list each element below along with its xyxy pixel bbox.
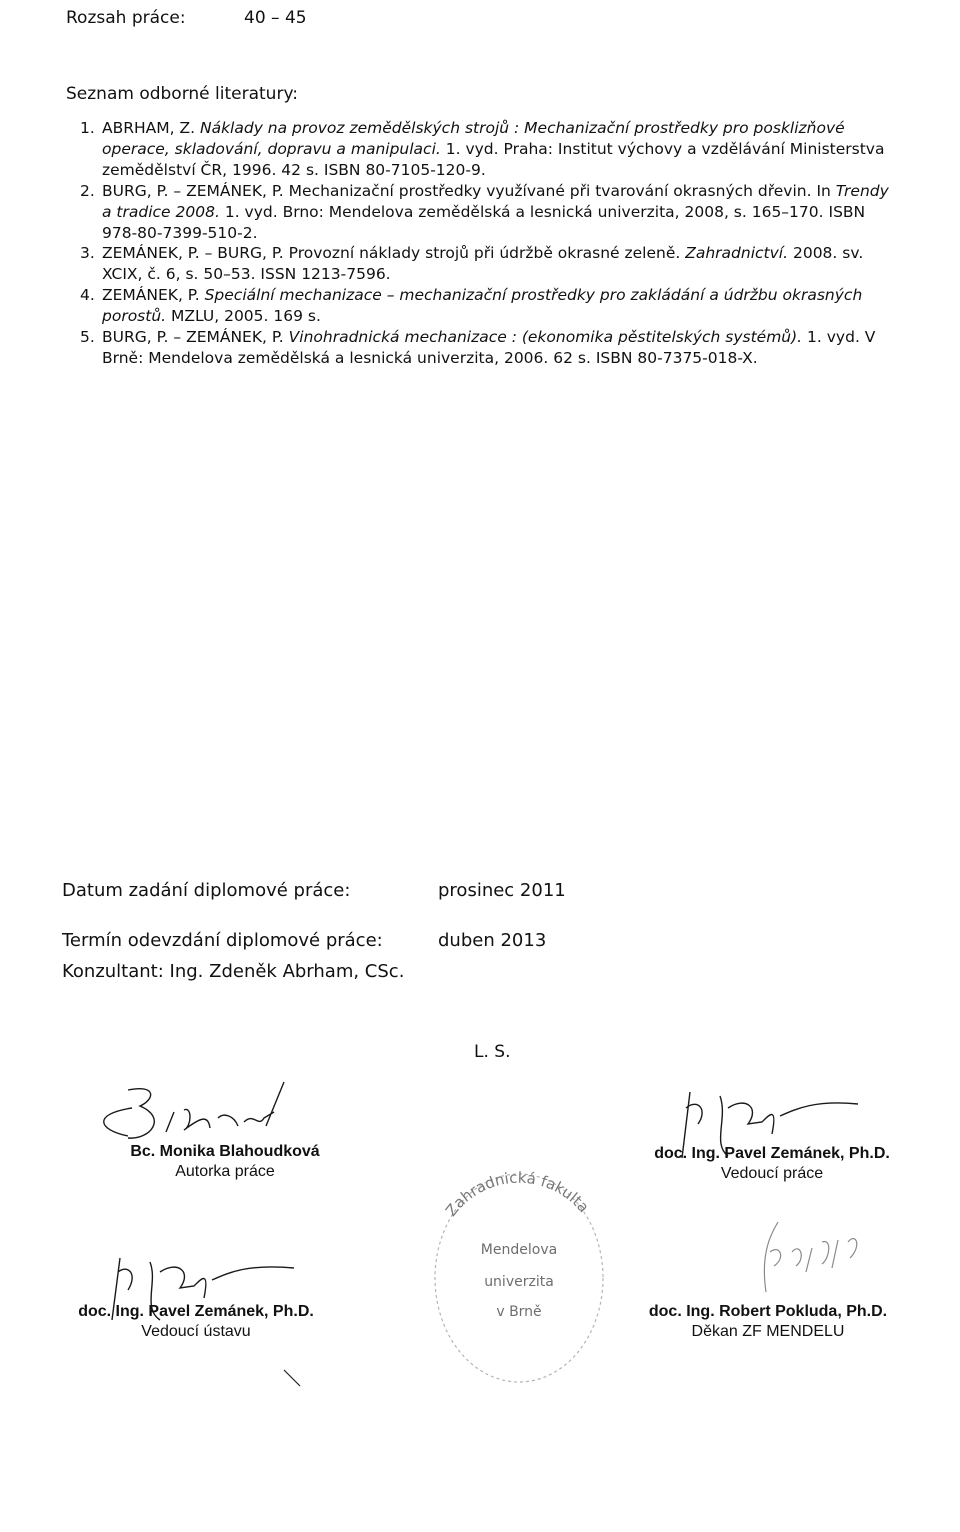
reference-number: 4. — [80, 286, 95, 305]
ls-mark: L. S. — [474, 1042, 511, 1062]
dean-role: Děkan ZF MENDELU — [691, 1323, 845, 1340]
supervisor-name: doc. Ing. Pavel Zemánek, Ph.D. — [654, 1145, 890, 1162]
reference-details: 1. vyd. Brno: Mendelova zemědělská a lesnická univerzita, 2008, s. 165–170. ISBN 978-80-7399-510-2. — [102, 202, 866, 242]
head-name: doc. Ing. Pavel Zemánek, Ph.D. — [78, 1303, 314, 1320]
author-signature — [100, 1142, 350, 1182]
literature-heading: Seznam odborné literatury: — [66, 84, 298, 104]
reference-authors: BURG, P. – ZEMÁNEK, P. — [102, 328, 284, 347]
reference-details: 1. vyd. Praha: Institut výchovy a vzdělávání Ministerstva zemědělství ČR, 1996. 42 s. ISBN 80-7105-120-9. — [102, 139, 885, 179]
head-signature — [56, 1302, 336, 1342]
reference-number: 2. — [80, 181, 95, 200]
reference-item — [80, 327, 900, 369]
assigned-date-value: prosinec 2011 — [438, 880, 566, 901]
head-role: Vedoucí ústavu — [141, 1323, 251, 1340]
dean-signature-scribble — [752, 1212, 872, 1302]
author-name: Bc. Monika Blahoudková — [130, 1143, 320, 1160]
reference-authors: ZEMÁNEK, P. — [102, 286, 200, 305]
reference-number: 3. — [80, 244, 95, 263]
deadline-value: duben 2013 — [438, 930, 547, 951]
reference-number: 5. — [80, 328, 95, 347]
stamp-line-3: v Brně — [496, 1304, 542, 1320]
stamp-arc-text: Zahradnická fakulta — [442, 1168, 593, 1220]
reference-item — [80, 118, 900, 181]
consultant: Konzultant: Ing. Zdeněk Abrham, CSc. — [62, 961, 405, 982]
reference-item — [80, 181, 900, 244]
stray-pen-mark — [282, 1368, 304, 1390]
reference-details: MZLU, 2005. 169 s. — [171, 307, 321, 326]
dean-signature — [628, 1302, 908, 1342]
reference-item — [80, 243, 900, 285]
reference-article: Provozní náklady strojů při údržbě okrasné zeleně. — [288, 244, 681, 263]
reference-item — [80, 285, 900, 327]
reference-authors: BURG, P. – ZEMÁNEK, P. — [102, 181, 284, 200]
reference-title: Zahradnictví. — [685, 244, 789, 263]
range-value: 40 – 45 — [244, 8, 307, 28]
reference-number: 1. — [80, 119, 95, 137]
faculty-stamp — [424, 1158, 614, 1388]
reference-details: 2008. sv. XCIX, č. 6, s. 50–53. ISSN 1213-7596. — [102, 244, 864, 284]
reference-article: Mechanizační prostředky využívané při tvarování okrasných dřevin. In — [288, 181, 831, 200]
reference-title: Trendy a tradice 2008. — [102, 181, 889, 221]
reference-authors: ZEMÁNEK, P. – BURG, P. — [102, 244, 284, 263]
range-label: Rozsah práce: — [66, 8, 186, 28]
assigned-date-label: Datum zadání diplomové práce: — [62, 880, 351, 901]
author-signature-scribble — [88, 1078, 308, 1148]
literature-list — [80, 118, 900, 369]
stamp-outline — [424, 1158, 614, 1388]
supervisor-role: Vedoucí práce — [720, 1165, 824, 1182]
dean-name: doc. Ing. Robert Pokluda, Ph.D. — [648, 1303, 888, 1320]
stamp-line-2: univerzita — [484, 1274, 554, 1290]
reference-details: 1. vyd. V Brně: Mendelova zemědělská a lesnická univerzita, 2006. 62 s. ISBN 80-7375-018-X. — [102, 328, 876, 367]
stamp-line-1: Mendelova — [480, 1242, 558, 1258]
reference-title: Speciální mechanizace – mechanizační prostředky pro zakládání a údržbu okrasných porostů. — [102, 286, 863, 326]
reference-title: Vinohradnická mechanizace : (ekonomika pěstitelských systémů). — [288, 328, 803, 347]
deadline-label: Termín odevzdání diplomové práce: — [62, 930, 383, 951]
author-role: Autorka práce — [175, 1163, 275, 1180]
reference-title: Náklady na provoz zemědělských strojů : Mechanizační prostředky pro posklizňové operace, skladování, dopravu a manipulaci. — [102, 119, 845, 158]
supervisor-signature — [632, 1144, 912, 1184]
reference-authors: ABRHAM, Z. — [102, 119, 196, 137]
